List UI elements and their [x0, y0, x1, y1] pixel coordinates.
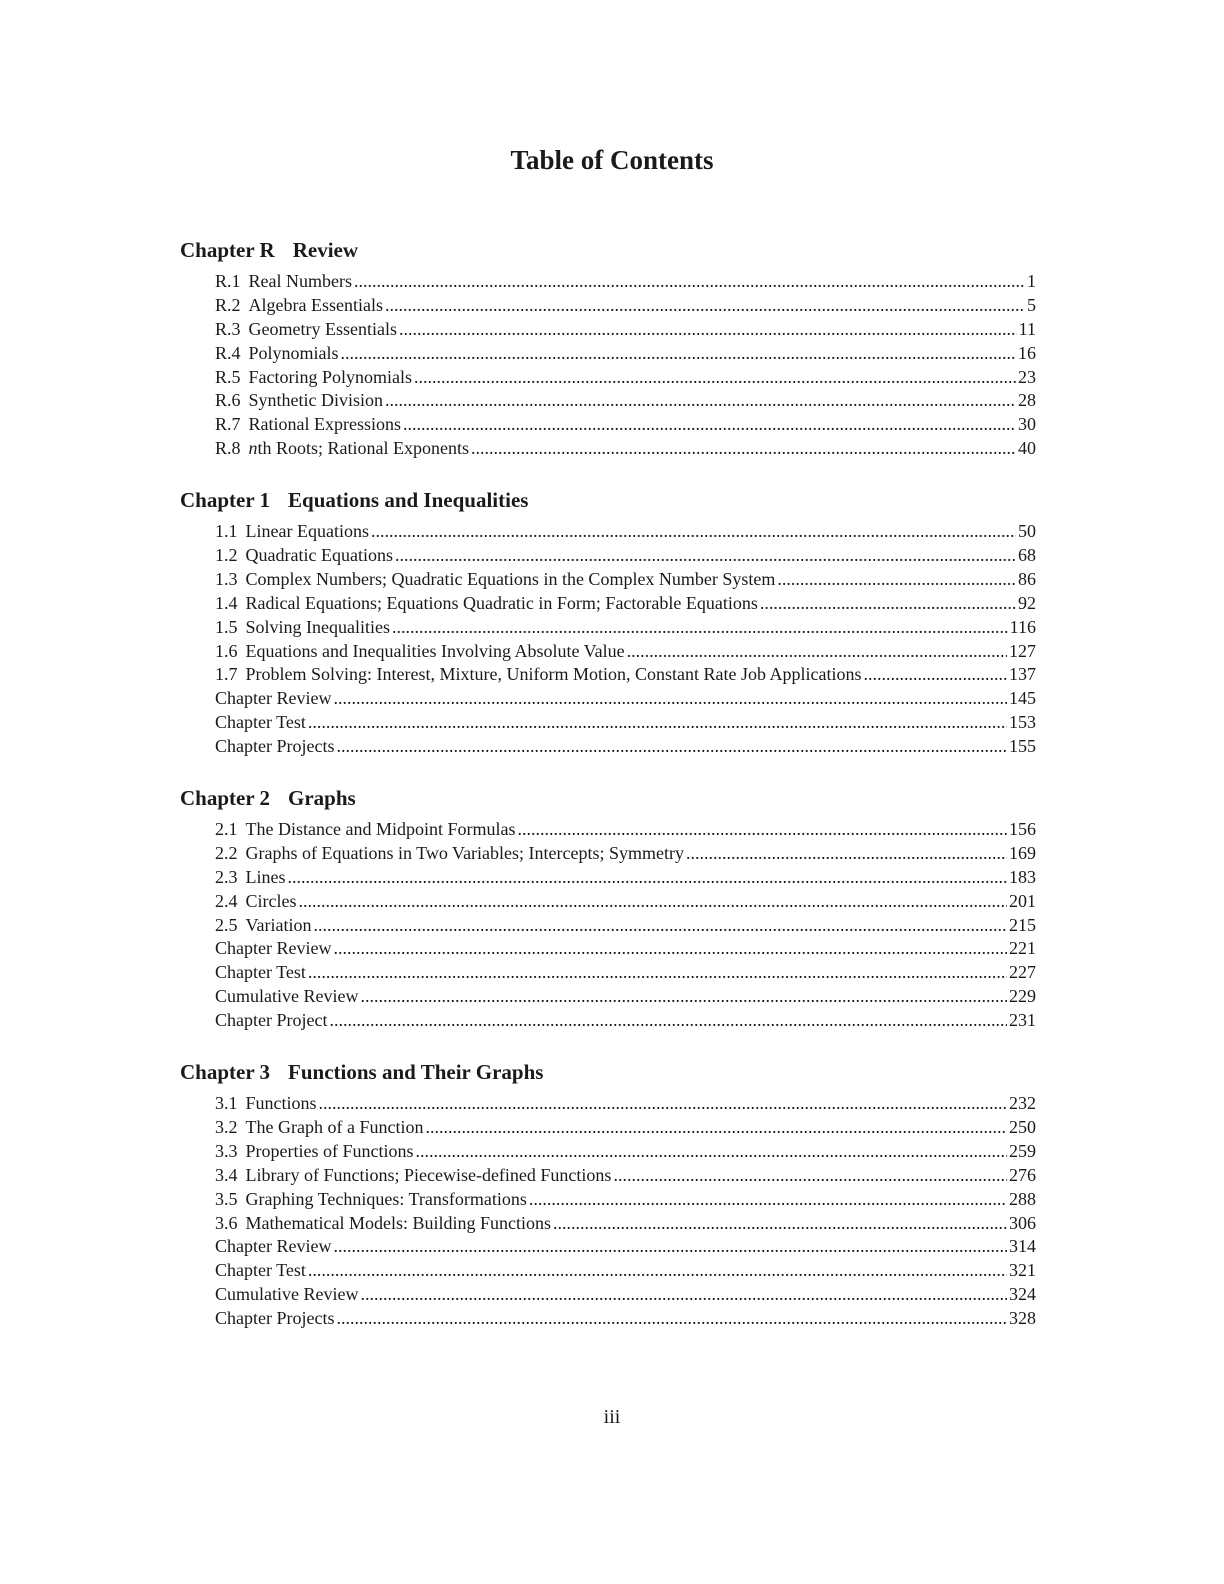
section-title-text: Graphs of Equations in Two Variables; Intercepts; Symmetry	[245, 842, 684, 863]
toc-entry[interactable]	[180, 961, 1036, 985]
toc-entry[interactable]	[180, 1307, 1036, 1331]
page-ref: 276	[1009, 1164, 1036, 1185]
section-number: R.1	[215, 271, 241, 291]
section-title-text: Variation	[245, 914, 312, 935]
section-number: 2.3	[215, 866, 238, 887]
dot-leader	[308, 711, 1007, 735]
section-number: R.5	[215, 366, 241, 387]
section-title-text: Radical Equations; Equations Quadratic in Form; Factorable Equations	[245, 592, 758, 613]
section-title	[246, 663, 862, 687]
dot-leader	[313, 914, 1007, 938]
table-of-contents	[180, 236, 1036, 1356]
toc-entry[interactable]	[180, 687, 1036, 711]
dot-leader	[385, 389, 1016, 413]
chapter-section	[180, 236, 1036, 461]
toc-entry[interactable]	[180, 985, 1036, 1009]
section-number: 2.5	[215, 914, 238, 935]
section-number: 1.3	[215, 568, 238, 589]
chapter-section	[180, 784, 1036, 1033]
section-title-text: Factoring Polynomials	[248, 366, 413, 387]
toc-entry[interactable]	[180, 389, 1036, 413]
dot-leader	[517, 818, 1007, 842]
dot-leader	[392, 616, 1008, 640]
toc-entry[interactable]	[180, 937, 1036, 961]
dot-leader	[385, 294, 1025, 318]
page-ref: 288	[1009, 1188, 1036, 1209]
section-title-text: Linear Equations	[245, 521, 369, 542]
chapter-heading	[180, 236, 1036, 264]
page-ref: 314	[1009, 1236, 1036, 1257]
section-title	[246, 616, 390, 640]
section-title-text: Chapter Review	[215, 938, 332, 959]
section-title	[249, 318, 397, 342]
section-title-text: Quadratic Equations	[245, 545, 393, 566]
page-ref: 16	[1018, 342, 1036, 363]
section-title	[246, 1092, 317, 1116]
page-ref: 127	[1009, 640, 1036, 661]
dot-leader	[319, 1092, 1007, 1116]
section-title-text: Chapter Review	[215, 1236, 332, 1257]
section-title-text: Complex Numbers; Quadratic Equations in the Complex Number System	[245, 568, 776, 589]
toc-entry[interactable]	[180, 640, 1036, 664]
section-title-text: The Graph of a Function	[245, 1116, 424, 1137]
section-title-italic: n	[248, 438, 258, 459]
toc-entry[interactable]	[180, 890, 1036, 914]
section-title	[215, 1235, 331, 1259]
page-ref: 92	[1018, 592, 1036, 613]
dot-leader	[529, 1188, 1007, 1212]
section-number: R.7	[215, 414, 241, 435]
chapter-name: Functions and Their Graphs	[288, 1060, 544, 1085]
page-ref: 11	[1018, 318, 1036, 339]
section-title-text: Chapter Projects	[215, 1308, 335, 1329]
section-number: 1.1	[215, 521, 238, 542]
toc-entry[interactable]	[180, 1092, 1036, 1116]
section-title-text: Problem Solving: Interest, Mixture, Uniform Motion, Constant Rate Job Applications	[245, 664, 862, 685]
dot-leader	[360, 1283, 1007, 1307]
section-number: 1.4	[215, 592, 238, 613]
dot-leader	[863, 663, 1007, 687]
toc-entry[interactable]	[180, 818, 1036, 842]
toc-entry[interactable]	[180, 544, 1036, 568]
toc-entry[interactable]	[180, 1164, 1036, 1188]
section-title	[215, 1259, 306, 1283]
section-title-text: The Distance and Midpoint Formulas	[245, 819, 516, 840]
chapter-label: Chapter 3	[180, 1060, 271, 1085]
toc-entry[interactable]	[180, 1116, 1036, 1140]
dot-leader	[777, 568, 1016, 592]
section-number: 3.3	[215, 1140, 238, 1161]
section-title	[215, 687, 331, 711]
chapter-label: Chapter 2	[180, 786, 271, 811]
toc-entry[interactable]	[180, 413, 1036, 437]
page-number: iii	[603, 1406, 621, 1428]
toc-entry[interactable]	[180, 1188, 1036, 1212]
section-title	[215, 937, 331, 961]
page-ref: 231	[1009, 1010, 1036, 1031]
page-ref: 155	[1009, 736, 1036, 757]
section-title	[249, 342, 339, 366]
dot-leader	[354, 270, 1025, 294]
page-ref: 5	[1027, 294, 1036, 315]
page-ref: 68	[1018, 545, 1036, 566]
page-ref: 137	[1009, 664, 1036, 685]
section-number: R.2	[215, 294, 241, 315]
section-title-text: Cumulative Review	[215, 1284, 359, 1305]
section-title-text: Chapter Test	[215, 962, 306, 983]
page-ref: 86	[1018, 568, 1036, 589]
section-title-text: Circles	[245, 890, 297, 911]
dot-leader	[333, 1235, 1007, 1259]
section-title	[246, 1116, 424, 1140]
section-title	[246, 544, 393, 568]
section-title	[246, 866, 286, 890]
dot-leader	[333, 687, 1007, 711]
page-ref: 227	[1009, 962, 1036, 983]
page-ref: 116	[1009, 616, 1036, 637]
section-title	[246, 1188, 527, 1212]
section-title-text: Real Numbers	[248, 271, 352, 291]
section-title	[249, 366, 413, 390]
page-ref: 153	[1009, 712, 1036, 733]
section-title	[249, 294, 383, 318]
section-title	[215, 961, 306, 985]
page-ref: 259	[1009, 1140, 1036, 1161]
page-ref: 1	[1027, 271, 1036, 291]
section-number: 2.4	[215, 890, 238, 911]
toc-entry[interactable]	[180, 520, 1036, 544]
section-title	[246, 818, 516, 842]
section-title-text: Rational Expressions	[248, 414, 401, 435]
section-title	[215, 1307, 334, 1331]
toc-entry[interactable]	[180, 1212, 1036, 1236]
chapter-heading	[180, 486, 1036, 514]
toc-entry[interactable]	[180, 866, 1036, 890]
page-ref: 232	[1009, 1093, 1036, 1114]
dot-leader	[395, 544, 1016, 568]
toc-entry[interactable]	[180, 270, 1036, 294]
dot-leader	[627, 640, 1007, 664]
section-number: 3.4	[215, 1164, 238, 1185]
section-title-text: Mathematical Models: Building Functions	[245, 1212, 551, 1233]
section-number: 2.2	[215, 842, 238, 863]
section-title-text: Library of Functions; Piecewise-defined Functions	[245, 1164, 612, 1185]
dot-leader	[308, 1259, 1007, 1283]
page-title: Table of Contents	[510, 145, 714, 175]
chapter-section	[180, 1058, 1036, 1331]
toc-entry[interactable]	[180, 1283, 1036, 1307]
toc-entry[interactable]	[180, 342, 1036, 366]
section-title-text: Properties of Functions	[245, 1140, 414, 1161]
section-title-text: Algebra Essentials	[248, 294, 383, 315]
dot-leader	[760, 592, 1016, 616]
section-number: 1.2	[215, 545, 238, 566]
page-ref: 156	[1009, 819, 1036, 840]
dot-leader	[416, 1140, 1008, 1164]
toc-entry[interactable]	[180, 914, 1036, 938]
section-title	[215, 1009, 327, 1033]
section-title	[246, 520, 369, 544]
section-number: R.6	[215, 390, 241, 411]
section-title	[246, 568, 776, 592]
section-number: R.8	[215, 438, 241, 459]
section-title-text: th Roots; Rational Exponents	[257, 438, 470, 459]
section-title-text: Graphing Techniques: Transformations	[245, 1188, 527, 1209]
page-ref: 169	[1009, 842, 1036, 863]
dot-leader	[471, 437, 1016, 461]
section-title-text: Geometry Essentials	[248, 318, 397, 339]
chapter-name: Review	[292, 238, 359, 262]
section-title	[246, 842, 685, 866]
toc-entry[interactable]	[180, 1009, 1036, 1033]
dot-leader	[341, 342, 1016, 366]
section-title	[246, 1164, 612, 1188]
toc-entry[interactable]	[180, 294, 1036, 318]
section-title-text: Chapter Test	[215, 1260, 306, 1281]
section-title-text: Chapter Test	[215, 712, 306, 733]
section-number: 3.2	[215, 1116, 238, 1137]
section-title-text: Cumulative Review	[215, 986, 359, 1007]
toc-entry[interactable]	[180, 735, 1036, 759]
dot-leader	[613, 1164, 1007, 1188]
toc-entry[interactable]	[180, 366, 1036, 390]
page-ref: 50	[1018, 521, 1036, 542]
dot-leader	[371, 520, 1016, 544]
chapter-label: Chapter R	[180, 238, 275, 262]
toc-entry[interactable]	[180, 1259, 1036, 1283]
chapter-name: Graphs	[288, 786, 356, 811]
section-number: 3.5	[215, 1188, 238, 1209]
section-title	[215, 735, 334, 759]
section-title-text: Synthetic Division	[248, 390, 384, 411]
section-title	[215, 1283, 358, 1307]
section-title	[246, 914, 312, 938]
section-title	[215, 985, 358, 1009]
dot-leader	[308, 961, 1007, 985]
section-title	[249, 389, 384, 413]
dot-leader	[553, 1212, 1007, 1236]
section-number: 2.1	[215, 819, 238, 840]
section-title	[246, 592, 758, 616]
section-title	[249, 437, 470, 461]
toc-entry[interactable]	[180, 318, 1036, 342]
dot-leader	[360, 985, 1007, 1009]
dot-leader	[333, 937, 1007, 961]
section-title	[246, 640, 625, 664]
chapter-section	[180, 486, 1036, 759]
toc-entry[interactable]	[180, 568, 1036, 592]
section-title-text: Lines	[245, 866, 286, 887]
toc-entry[interactable]	[180, 1235, 1036, 1259]
section-title-text: Chapter Review	[215, 688, 332, 709]
dot-leader	[336, 735, 1007, 759]
dot-leader	[288, 866, 1008, 890]
page-ref: 145	[1009, 688, 1036, 709]
page-ref: 221	[1009, 938, 1036, 959]
section-title	[215, 711, 306, 735]
section-number: R.4	[215, 342, 241, 363]
dot-leader	[329, 1009, 1007, 1033]
section-title-text: Polynomials	[248, 342, 339, 363]
page-ref: 23	[1018, 366, 1036, 387]
page-ref: 201	[1009, 890, 1036, 911]
section-title-text: Chapter Projects	[215, 736, 335, 757]
chapter-name: Equations and Inequalities	[288, 488, 529, 513]
section-number: 1.5	[215, 616, 238, 637]
dot-leader	[299, 890, 1008, 914]
dot-leader	[686, 842, 1007, 866]
section-title-text: Functions	[245, 1093, 317, 1114]
dot-leader	[425, 1116, 1007, 1140]
toc-entry[interactable]	[180, 842, 1036, 866]
section-number: 1.7	[215, 664, 238, 685]
dot-leader	[336, 1307, 1007, 1331]
page-ref: 30	[1018, 414, 1036, 435]
toc-entry[interactable]	[180, 663, 1036, 687]
page-ref: 250	[1009, 1116, 1036, 1137]
section-title	[246, 1140, 414, 1164]
section-title	[249, 270, 352, 294]
chapter-label: Chapter 1	[180, 488, 271, 513]
dot-leader	[399, 318, 1017, 342]
dot-leader	[414, 366, 1016, 390]
toc-entry[interactable]	[180, 437, 1036, 461]
page-ref: 40	[1018, 438, 1036, 459]
chapter-heading	[180, 784, 1036, 812]
page-ref: 215	[1009, 914, 1036, 935]
section-title-text: Equations and Inequalities Involving Absolute Value	[245, 640, 625, 661]
toc-entry[interactable]	[180, 711, 1036, 735]
toc-entry[interactable]	[180, 1140, 1036, 1164]
toc-entry[interactable]	[180, 616, 1036, 640]
section-title	[249, 413, 401, 437]
page-ref: 321	[1009, 1260, 1036, 1281]
section-number: 1.6	[215, 640, 238, 661]
page-ref: 306	[1009, 1212, 1036, 1233]
section-title-text: Solving Inequalities	[245, 616, 390, 637]
section-title	[246, 1212, 551, 1236]
section-title-text: Chapter Project	[215, 1010, 328, 1031]
section-number: R.3	[215, 318, 241, 339]
section-title	[246, 890, 297, 914]
page-ref: 183	[1009, 866, 1036, 887]
toc-entry[interactable]	[180, 592, 1036, 616]
page-ref: 328	[1009, 1308, 1036, 1329]
dot-leader	[403, 413, 1016, 437]
page-ref: 324	[1009, 1284, 1036, 1305]
page-ref: 229	[1009, 986, 1036, 1007]
chapter-heading	[180, 1058, 1036, 1086]
section-number: 3.6	[215, 1212, 238, 1233]
section-number: 3.1	[215, 1093, 238, 1114]
page-ref: 28	[1018, 390, 1036, 411]
